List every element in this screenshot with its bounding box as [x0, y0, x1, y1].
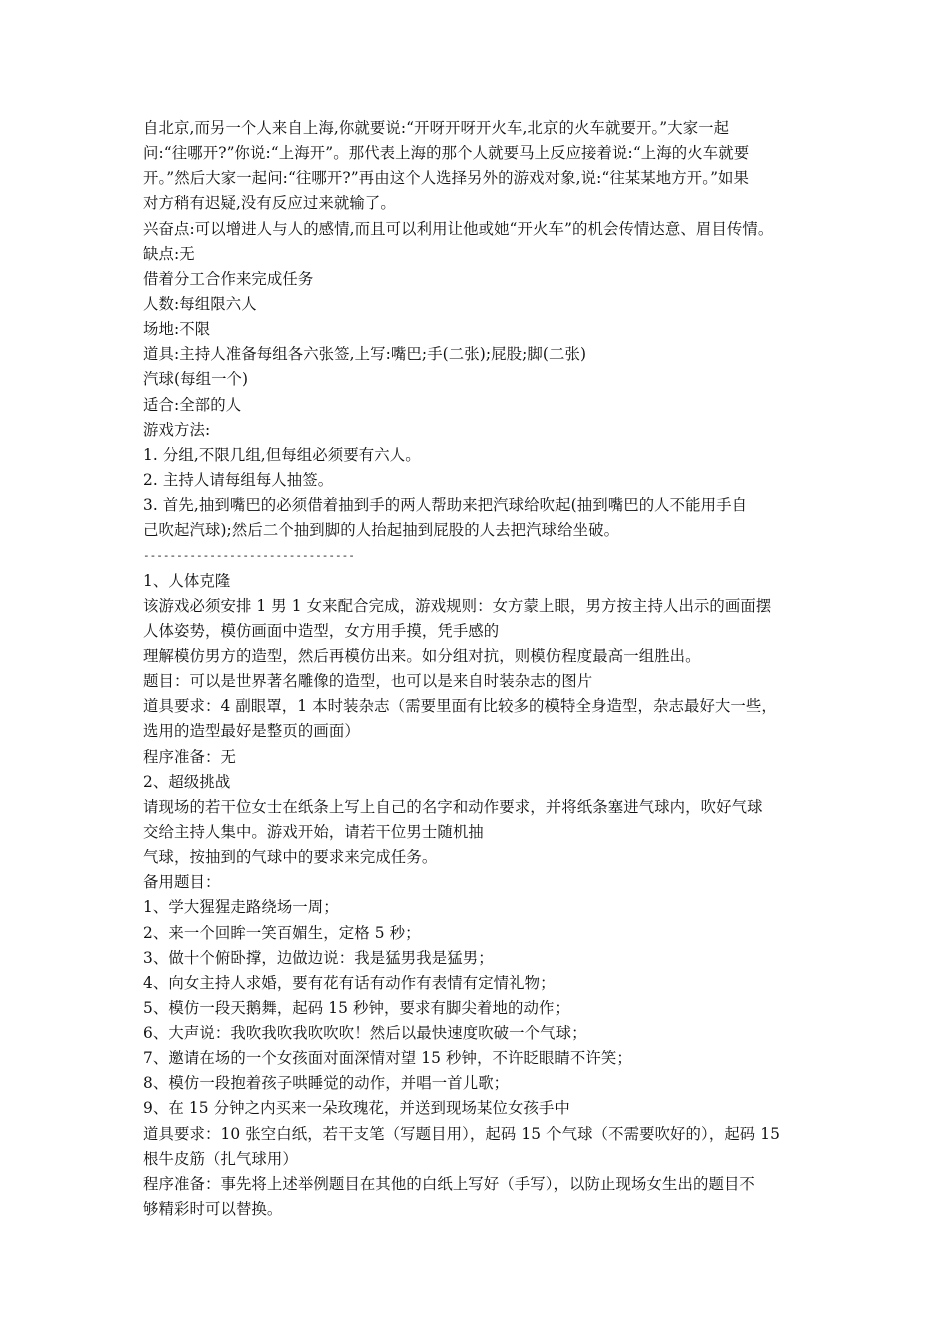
text-line: 场地:不限 [143, 320, 211, 339]
list-item: 1. 分组,不限几组,但每组必须要有六人。 [143, 445, 421, 464]
text-line: 对方稍有迟疑,没有反应过来就输了。 [143, 194, 396, 213]
text-line: 己吹起汽球);然后二个抽到脚的人抬起抽到屁股的人去把汽球给坐破。 [143, 521, 620, 540]
text-line: 请现场的若干位女士在纸条上写上自己的名字和动作要求，并将纸条塞进气球内，吹好气球 [143, 797, 763, 816]
text-line: 选用的造型最好是整页的画面） [143, 722, 360, 741]
text-line: 游戏方法: [143, 420, 211, 439]
section-heading: 借着分工合作来完成任务 [143, 269, 314, 288]
list-item: 5、模仿一段天鹅舞，起码 15 秒钟，要求有脚尖着地的动作； [143, 998, 570, 1017]
text-line: 题目：可以是世界著名雕像的造型，也可以是来自时装杂志的图片 [143, 672, 593, 691]
dashed-divider: -------------------------------- [143, 549, 355, 563]
text-line: 开。”然后大家一起问:“往哪开?”再由这个人选择另外的游戏对象,说:“往某某地方开。”如果 [143, 169, 750, 188]
section-heading: 1、人体克隆 [143, 571, 231, 590]
text-line: 道具要求：10 张空白纸，若干支笔（写题目用），起码 15 个气球（不需要吹好的），起码 15 [143, 1124, 781, 1143]
text-line: 问:“往哪开?”你说:“上海开”。那代表上海的那个人就要马上反应接着说:“上海的火车就要 [143, 144, 750, 163]
text-line: 缺点:无 [143, 244, 195, 263]
text-line: 人体姿势，模仿画面中造型，女方用手摸，凭手感的 [143, 621, 500, 640]
list-item: 9、在 15 分钟之内买来一朵玫瑰花，并送到现场某位女孩手中 [143, 1099, 570, 1118]
list-item: 3、做十个俯卧撑，边做边说：我是猛男我是猛男； [143, 948, 494, 967]
list-item: 4、向女主持人求婚，要有花有话有动作有表情有定情礼物； [143, 973, 556, 992]
text-line: 程序准备：事先将上述举例题目在其他的白纸上写好（手写），以防止现场女生出的题目不 [143, 1174, 755, 1193]
text-line: 道具:主持人准备每组各六张签,上写:嘴巴;手(二张);屁股;脚(二张) [143, 345, 587, 364]
text-line: 道具要求：4 副眼罩，1 本时装杂志（需要里面有比较多的模特全身造型，杂志最好大一些， [143, 697, 777, 716]
section-heading: 2、超级挑战 [143, 772, 231, 791]
text-line: 程序准备：无 [143, 747, 236, 766]
text-line: 人数:每组限六人 [143, 294, 257, 313]
list-item: 1、学大猩猩走路绕场一周； [143, 898, 339, 917]
text-line: 该游戏必须安排 1 男 1 女来配合完成，游戏规则：女方蒙上眼，男方按主持人出示的画面摆 [143, 596, 772, 615]
text-line: 够精彩时可以替换。 [143, 1200, 283, 1219]
list-item: 8、模仿一段抱着孩子哄睡觉的动作，并唱一首儿歌； [143, 1074, 510, 1093]
text-line: 汽球(每组一个) [143, 370, 249, 389]
text-line: 自北京,而另一个人来自上海,你就要说:“开呀开呀开火车,北京的火车就要开。”大家一起 [143, 119, 730, 137]
text-line: 根牛皮筋（扎气球用） [143, 1149, 298, 1168]
text-line: 气球，按抽到的气球中的要求来完成任务。 [143, 848, 438, 867]
list-item: 3. 首先,抽到嘴巴的必须借着抽到手的两人帮助来把汽球给吹起(抽到嘴巴的人不能用手自 [143, 496, 748, 515]
text-line: 理解模仿男方的造型，然后再模仿出来。如分组对抗，则模仿程度最高一组胜出。 [143, 646, 701, 665]
text-line: 备用题目： [143, 873, 221, 892]
text-line: 交给主持人集中。游戏开始，请若干位男士随机抽 [143, 822, 484, 841]
text-line: 兴奋点:可以增进人与人的感情,而且可以利用让他或她“开火车”的机会传情达意、眉目传情。 [143, 219, 774, 238]
list-item: 6、大声说：我吹我吹我吹吹吹！然后以最快速度吹破一个气球； [143, 1024, 587, 1043]
text-line: 适合:全部的人 [143, 395, 242, 414]
document-body [143, 116, 813, 1222]
list-item: 2、来一个回眸一笑百媚生，定格 5 秒； [143, 923, 421, 942]
list-item: 7、邀请在场的一个女孩面对面深情对望 15 秒钟，不许眨眼睛不许笑； [143, 1049, 632, 1068]
list-item: 2. 主持人请每组每人抽签。 [143, 470, 334, 489]
